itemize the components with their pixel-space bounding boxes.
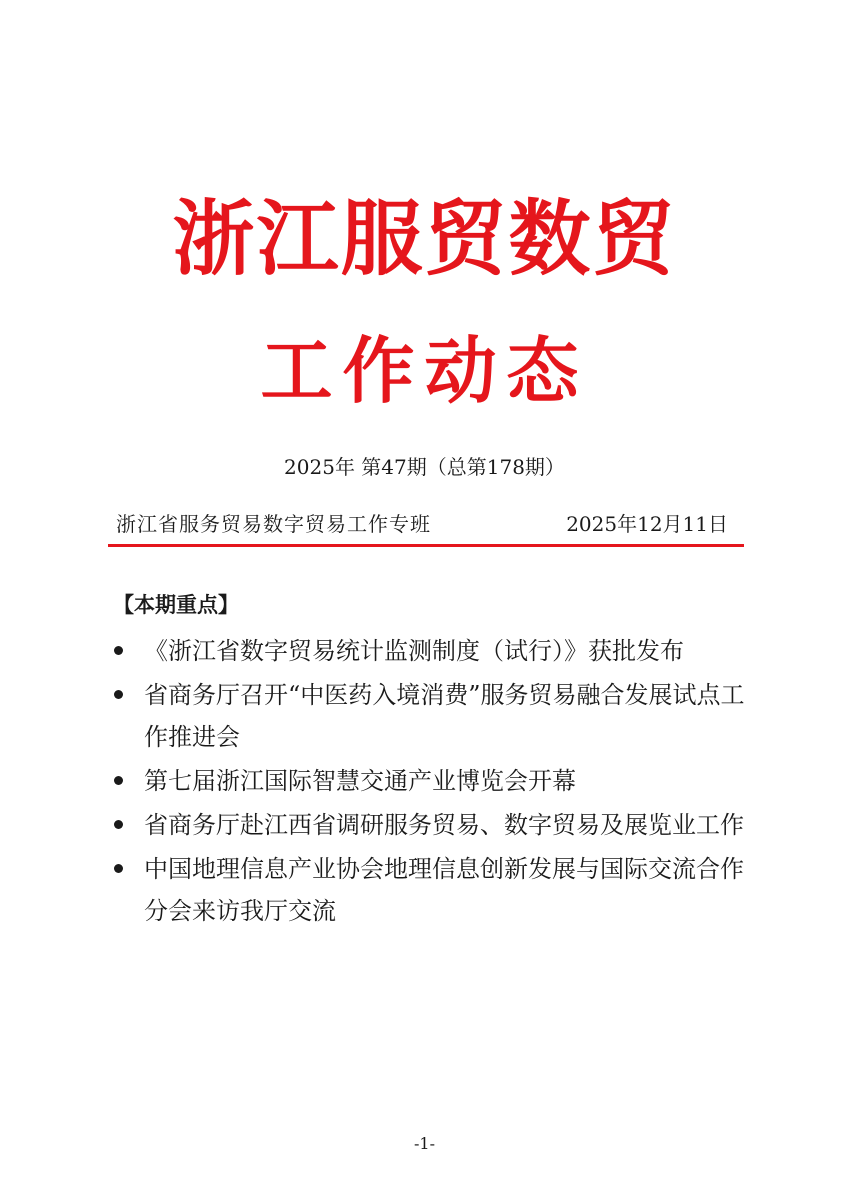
bullet-dot-icon	[114, 820, 123, 829]
publisher-date-row	[116, 509, 728, 539]
highlights-list	[112, 630, 752, 934]
publication-date: 2025年12月11日	[566, 512, 728, 536]
issue-number: 2025年 第47期（总第178期）	[284, 455, 565, 479]
highlight-item	[112, 674, 752, 758]
bullet-dot-icon	[114, 864, 123, 873]
page-number: -1-	[414, 1134, 435, 1153]
highlight-text: 省商务厅赴江西省调研服务贸易、数字贸易及展览业工作	[144, 811, 744, 839]
masthead-title-line2: 工作动态	[260, 329, 589, 413]
publisher-name: 浙江省服务贸易数字贸易工作专班	[116, 512, 431, 536]
highlights-heading: 【本期重点】	[113, 593, 239, 617]
highlight-text: 《浙江省数字贸易统计监测制度（试行）》获批发布	[144, 637, 684, 665]
red-divider-rule	[108, 544, 744, 547]
bullet-dot-icon	[114, 646, 123, 655]
highlight-text: 中国地理信息产业协会地理信息创新发展与国际交流合作分会来访我厅交流	[144, 855, 744, 925]
bullet-dot-icon	[114, 690, 123, 699]
masthead-title-line1: 浙江服贸数贸	[172, 192, 677, 287]
highlight-item	[112, 760, 752, 802]
highlight-text: 第七届浙江国际智慧交通产业博览会开幕	[144, 767, 576, 795]
bullet-dot-icon	[114, 776, 123, 785]
highlight-text: 省商务厅召开“中医药入境消费”服务贸易融合发展试点工作推进会	[144, 681, 745, 751]
highlight-item	[112, 804, 752, 846]
highlight-item	[112, 848, 752, 932]
highlight-item	[112, 630, 752, 672]
